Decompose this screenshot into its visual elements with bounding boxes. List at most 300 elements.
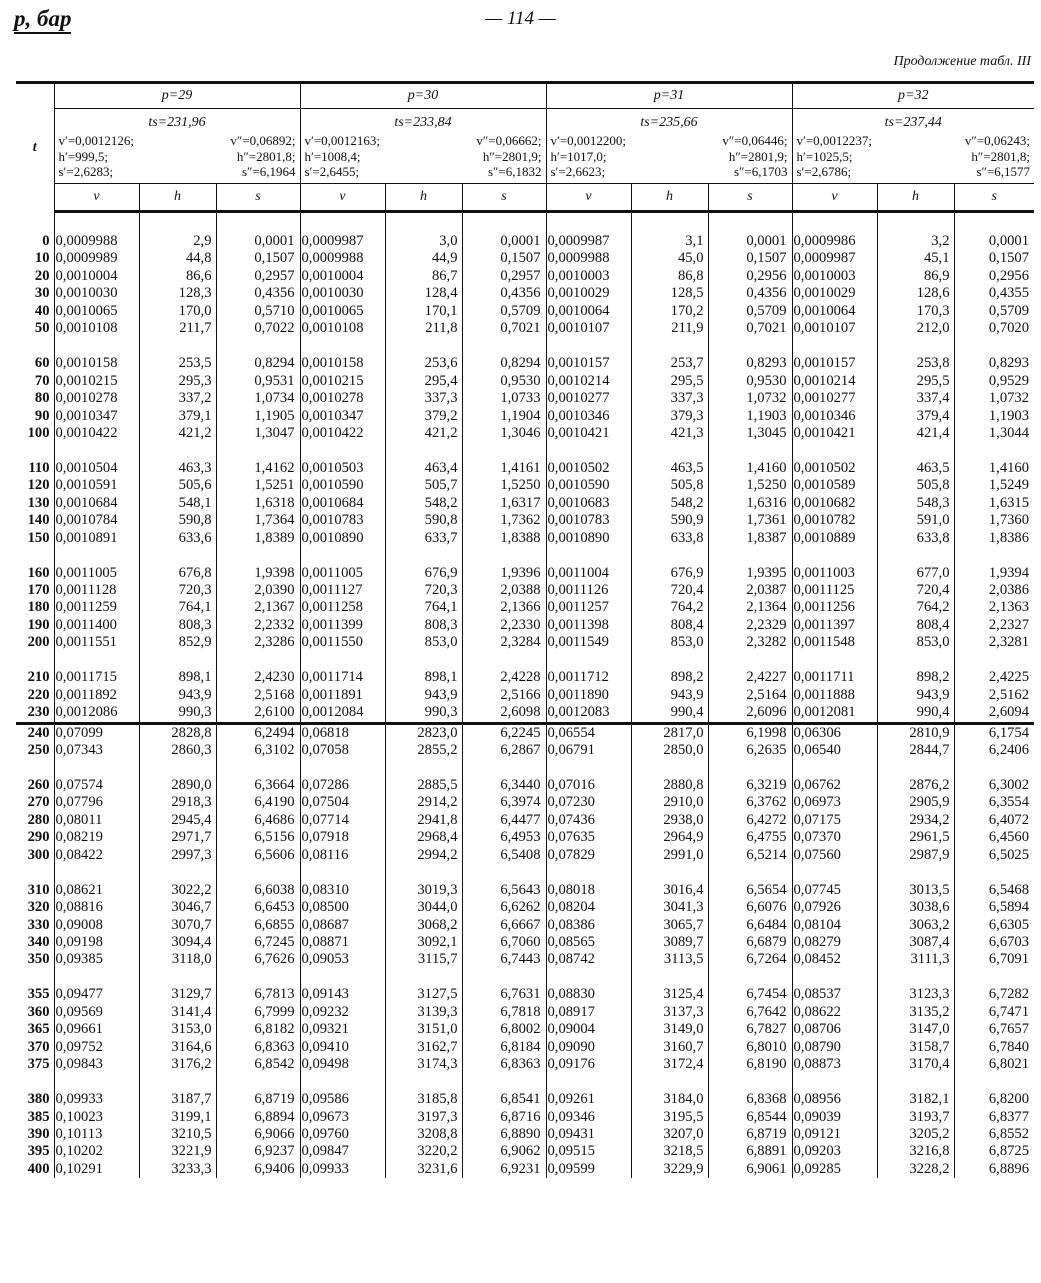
spacer-cell bbox=[16, 547, 54, 564]
specific-volume-cell: 0,09661 bbox=[54, 1021, 139, 1038]
saturation-temperature: ts=235,66 bbox=[546, 109, 792, 132]
specific-volume-cell: 0,0011400 bbox=[54, 617, 139, 634]
entropy-cell: 1,3046 bbox=[462, 425, 546, 442]
enthalpy-cell: 3127,5 bbox=[385, 986, 462, 1003]
specific-volume-cell: 0,0010889 bbox=[792, 530, 877, 547]
enthalpy-cell: 3135,2 bbox=[877, 1004, 954, 1021]
entropy-cell: 6,6703 bbox=[954, 934, 1034, 951]
saturation-property-line bbox=[59, 164, 296, 180]
entropy-cell: 0,1507 bbox=[216, 250, 300, 267]
specific-volume-cell: 0,0011890 bbox=[546, 687, 631, 704]
entropy-cell: 6,9406 bbox=[216, 1161, 300, 1178]
specific-volume-cell: 0,08116 bbox=[300, 847, 385, 864]
table-row bbox=[16, 951, 1034, 968]
table-row bbox=[16, 373, 1034, 390]
spacer-cell bbox=[139, 442, 216, 459]
specific-volume-cell: 0,0010591 bbox=[54, 477, 139, 494]
entropy-cell: 6,8363 bbox=[462, 1056, 546, 1073]
enthalpy-cell: 2885,5 bbox=[385, 777, 462, 794]
enthalpy-cell: 990,4 bbox=[631, 704, 708, 723]
specific-volume-cell: 0,06306 bbox=[792, 723, 877, 742]
table-row bbox=[16, 1126, 1034, 1143]
temperature-cell: 290 bbox=[27, 829, 50, 846]
spacer-cell bbox=[16, 969, 54, 986]
entropy-cell: 1,4161 bbox=[462, 460, 546, 477]
specific-volume-cell: 0,06973 bbox=[792, 794, 877, 811]
temperature-cell: 120 bbox=[27, 477, 50, 494]
saturation-temperature: ts=231,96 bbox=[54, 109, 300, 132]
saturation-liquid-value: s′=2,6283; bbox=[58, 164, 114, 179]
group-spacer bbox=[16, 969, 1034, 986]
pressure-header: p=30 bbox=[300, 83, 546, 109]
entropy-cell: 6,6855 bbox=[216, 917, 300, 934]
entropy-cell: 1,6318 bbox=[216, 495, 300, 512]
specific-volume-cell: 0,06791 bbox=[546, 742, 631, 759]
spacer-cell bbox=[792, 864, 877, 881]
enthalpy-cell: 2934,2 bbox=[877, 812, 954, 829]
spacer-cell bbox=[16, 652, 54, 669]
temperature-cell: 350 bbox=[27, 951, 50, 968]
entropy-cell: 6,6038 bbox=[216, 882, 300, 899]
enthalpy-cell: 295,4 bbox=[385, 373, 462, 390]
spacer-cell bbox=[385, 652, 462, 669]
entropy-cell: 0,1507 bbox=[708, 250, 792, 267]
specific-volume-cell: 0,09752 bbox=[54, 1039, 139, 1056]
table-row bbox=[16, 794, 1034, 811]
spacer-cell bbox=[462, 1074, 546, 1091]
specific-volume-cell: 0,0011128 bbox=[54, 582, 139, 599]
temperature-cell: 110 bbox=[28, 459, 50, 476]
table-row bbox=[16, 882, 1034, 899]
specific-volume-cell: 0,08622 bbox=[792, 1004, 877, 1021]
entropy-cell: 1,1903 bbox=[708, 408, 792, 425]
specific-volume-cell: 0,0011127 bbox=[300, 582, 385, 599]
specific-volume-cell: 0,07918 bbox=[300, 829, 385, 846]
steam-table bbox=[16, 81, 1034, 1178]
spacer-cell bbox=[877, 547, 954, 564]
specific-volume-cell: 0,10023 bbox=[54, 1109, 139, 1126]
enthalpy-cell: 720,4 bbox=[631, 582, 708, 599]
enthalpy-cell: 128,5 bbox=[631, 285, 708, 302]
enthalpy-cell: 3,2 bbox=[877, 233, 954, 250]
spacer-cell bbox=[954, 547, 1034, 564]
entropy-cell: 1,4160 bbox=[708, 460, 792, 477]
specific-volume-cell: 0,0011397 bbox=[792, 617, 877, 634]
specific-volume-cell: 0,07343 bbox=[54, 742, 139, 759]
entropy-cell: 6,8891 bbox=[708, 1143, 792, 1160]
enthalpy-cell: 764,1 bbox=[385, 599, 462, 616]
spacer-cell bbox=[300, 864, 385, 881]
temperature-cell: 280 bbox=[27, 811, 50, 828]
specific-volume-cell: 0,0010347 bbox=[300, 408, 385, 425]
column-header-s: s bbox=[216, 184, 300, 212]
entropy-cell: 6,2867 bbox=[462, 742, 546, 759]
enthalpy-cell: 45,1 bbox=[877, 250, 954, 267]
specific-volume-cell: 0,08687 bbox=[300, 917, 385, 934]
entropy-cell: 6,3219 bbox=[708, 777, 792, 794]
spacer-cell bbox=[300, 1074, 385, 1091]
specific-volume-cell: 0,0010157 bbox=[546, 355, 631, 372]
group-spacer bbox=[16, 760, 1034, 777]
entropy-cell: 6,8719 bbox=[216, 1091, 300, 1108]
spacer-cell bbox=[792, 442, 877, 459]
entropy-cell: 6,7471 bbox=[954, 1004, 1034, 1021]
specific-volume-cell: 0,09176 bbox=[546, 1056, 631, 1073]
specific-volume-cell: 0,0011891 bbox=[300, 687, 385, 704]
enthalpy-cell: 3089,7 bbox=[631, 934, 708, 951]
entropy-cell: 0,0001 bbox=[954, 233, 1034, 250]
table-row bbox=[16, 669, 1034, 686]
spacer-cell bbox=[954, 969, 1034, 986]
entropy-cell: 6,7631 bbox=[462, 986, 546, 1003]
enthalpy-cell: 170,2 bbox=[631, 303, 708, 320]
specific-volume-cell: 0,08279 bbox=[792, 934, 877, 951]
saturation-liquid-value: h′=1008,4; bbox=[304, 148, 361, 164]
enthalpy-cell: 898,1 bbox=[385, 669, 462, 686]
spacer-cell bbox=[954, 442, 1034, 459]
entropy-cell: 0,5710 bbox=[216, 303, 300, 320]
specific-volume-cell: 0,08310 bbox=[300, 882, 385, 899]
spacer-cell bbox=[546, 338, 631, 355]
specific-volume-cell: 0,0012084 bbox=[300, 704, 385, 723]
column-header-s: s bbox=[708, 184, 792, 212]
enthalpy-cell: 3149,0 bbox=[631, 1021, 708, 1038]
entropy-cell: 2,2330 bbox=[462, 617, 546, 634]
enthalpy-cell: 379,2 bbox=[385, 408, 462, 425]
specific-volume-cell: 0,0010029 bbox=[546, 285, 631, 302]
entropy-cell: 2,1363 bbox=[954, 599, 1034, 616]
enthalpy-cell: 764,2 bbox=[877, 599, 954, 616]
entropy-cell: 1,4160 bbox=[954, 460, 1034, 477]
spacer-cell bbox=[16, 1074, 54, 1091]
specific-volume-cell: 0,0011126 bbox=[546, 582, 631, 599]
temperature-cell: 260 bbox=[27, 776, 50, 793]
entropy-cell: 6,8541 bbox=[462, 1091, 546, 1108]
table-row bbox=[16, 812, 1034, 829]
column-header-v: v bbox=[546, 184, 631, 212]
entropy-cell: 6,5643 bbox=[462, 882, 546, 899]
specific-volume-cell: 0,07016 bbox=[546, 777, 631, 794]
specific-volume-cell: 0,09232 bbox=[300, 1004, 385, 1021]
entropy-cell: 6,3762 bbox=[708, 794, 792, 811]
enthalpy-cell: 3115,7 bbox=[385, 951, 462, 968]
temperature-cell: 20 bbox=[34, 267, 50, 284]
temperature-cell: 250 bbox=[27, 742, 50, 759]
entropy-cell: 1,8389 bbox=[216, 530, 300, 547]
enthalpy-cell: 3228,2 bbox=[877, 1161, 954, 1178]
spacer-cell bbox=[792, 1074, 877, 1091]
spacer-cell bbox=[216, 338, 300, 355]
enthalpy-cell: 3162,7 bbox=[385, 1039, 462, 1056]
entropy-cell: 6,8368 bbox=[708, 1091, 792, 1108]
specific-volume-cell: 0,07230 bbox=[546, 794, 631, 811]
specific-volume-cell: 0,0010683 bbox=[546, 495, 631, 512]
saturation-vapor-value: h″=2801,8; bbox=[236, 148, 296, 164]
entropy-cell: 6,4272 bbox=[708, 812, 792, 829]
specific-volume-cell: 0,08790 bbox=[792, 1039, 877, 1056]
specific-volume-cell: 0,06540 bbox=[792, 742, 877, 759]
enthalpy-cell: 633,8 bbox=[631, 530, 708, 547]
saturation-properties bbox=[54, 131, 300, 184]
specific-volume-cell: 0,0012081 bbox=[792, 704, 877, 723]
entropy-cell: 1,1905 bbox=[216, 408, 300, 425]
enthalpy-cell: 3185,8 bbox=[385, 1091, 462, 1108]
saturation-vapor-value: s″=6,1964 bbox=[241, 164, 296, 179]
entropy-cell: 6,7813 bbox=[216, 986, 300, 1003]
saturation-vapor-value: s″=6,1577 bbox=[976, 164, 1031, 179]
specific-volume-cell: 0,0011548 bbox=[792, 634, 877, 651]
enthalpy-cell: 2994,2 bbox=[385, 847, 462, 864]
spacer-cell bbox=[954, 864, 1034, 881]
specific-volume-cell: 0,08816 bbox=[54, 899, 139, 916]
entropy-cell: 6,7818 bbox=[462, 1004, 546, 1021]
specific-volume-cell: 0,0009986 bbox=[792, 233, 877, 250]
temperature-cell: 210 bbox=[27, 669, 50, 686]
entropy-cell: 6,5654 bbox=[708, 882, 792, 899]
enthalpy-cell: 2905,9 bbox=[877, 794, 954, 811]
spacer-cell bbox=[877, 1074, 954, 1091]
entropy-cell: 6,3440 bbox=[462, 777, 546, 794]
specific-volume-cell: 0,0010215 bbox=[54, 373, 139, 390]
specific-volume-cell: 0,0011398 bbox=[546, 617, 631, 634]
enthalpy-cell: 379,3 bbox=[631, 408, 708, 425]
enthalpy-cell: 337,2 bbox=[139, 390, 216, 407]
specific-volume-cell: 0,0010065 bbox=[300, 303, 385, 320]
table-row bbox=[16, 390, 1034, 407]
spacer-cell bbox=[792, 212, 877, 234]
entropy-cell: 0,4355 bbox=[954, 285, 1034, 302]
table-row bbox=[16, 495, 1034, 512]
specific-volume-cell: 0,0011550 bbox=[300, 634, 385, 651]
entropy-cell: 6,9237 bbox=[216, 1143, 300, 1160]
saturation-property-line bbox=[551, 164, 788, 180]
enthalpy-cell: 421,2 bbox=[139, 425, 216, 442]
spacer-cell bbox=[631, 969, 708, 986]
specific-volume-cell: 0,0010003 bbox=[546, 268, 631, 285]
specific-volume-cell: 0,0010004 bbox=[300, 268, 385, 285]
entropy-cell: 6,8896 bbox=[954, 1161, 1034, 1178]
specific-volume-cell: 0,09933 bbox=[54, 1091, 139, 1108]
enthalpy-cell: 3046,7 bbox=[139, 899, 216, 916]
enthalpy-cell: 253,7 bbox=[631, 355, 708, 372]
entropy-cell: 1,6316 bbox=[708, 495, 792, 512]
specific-volume-cell: 0,09346 bbox=[546, 1109, 631, 1126]
spacer-cell bbox=[462, 442, 546, 459]
enthalpy-cell: 2987,9 bbox=[877, 847, 954, 864]
entropy-cell: 2,4225 bbox=[954, 669, 1034, 686]
enthalpy-cell: 720,4 bbox=[877, 582, 954, 599]
spacer-cell bbox=[385, 338, 462, 355]
specific-volume-cell: 0,0011551 bbox=[54, 634, 139, 651]
enthalpy-cell: 3092,1 bbox=[385, 934, 462, 951]
enthalpy-cell: 86,8 bbox=[631, 268, 708, 285]
enthalpy-cell: 3170,4 bbox=[877, 1056, 954, 1073]
specific-volume-cell: 0,0010346 bbox=[792, 408, 877, 425]
enthalpy-cell: 3220,2 bbox=[385, 1143, 462, 1160]
entropy-cell: 6,8716 bbox=[462, 1109, 546, 1126]
saturation-vapor-value: v″=0,06892; bbox=[230, 133, 296, 148]
column-header-h: h bbox=[631, 184, 708, 212]
enthalpy-cell: 853,0 bbox=[385, 634, 462, 651]
enthalpy-cell: 44,8 bbox=[139, 250, 216, 267]
specific-volume-cell: 0,09515 bbox=[546, 1143, 631, 1160]
entropy-cell: 0,5709 bbox=[954, 303, 1034, 320]
entropy-cell: 0,2957 bbox=[216, 268, 300, 285]
specific-volume-cell: 0,08917 bbox=[546, 1004, 631, 1021]
entropy-cell: 2,6094 bbox=[954, 704, 1034, 723]
temperature-cell: 230 bbox=[16, 704, 54, 723]
specific-volume-cell: 0,0010277 bbox=[546, 390, 631, 407]
specific-volume-cell: 0,0010278 bbox=[300, 390, 385, 407]
saturation-property-line bbox=[305, 149, 542, 165]
entropy-cell: 6,9062 bbox=[462, 1143, 546, 1160]
enthalpy-cell: 45,0 bbox=[631, 250, 708, 267]
entropy-cell: 0,9531 bbox=[216, 373, 300, 390]
entropy-cell: 0,1507 bbox=[462, 250, 546, 267]
entropy-cell: 6,8725 bbox=[954, 1143, 1034, 1160]
spacer-cell bbox=[877, 338, 954, 355]
entropy-cell: 1,9395 bbox=[708, 565, 792, 582]
specific-volume-cell: 0,0011712 bbox=[546, 669, 631, 686]
table-row bbox=[16, 250, 1034, 267]
entropy-cell: 2,5162 bbox=[954, 687, 1034, 704]
table-continuation-note: Продолжение табл. III bbox=[893, 54, 1031, 69]
entropy-cell: 2,6098 bbox=[462, 704, 546, 723]
specific-volume-cell: 0,08621 bbox=[54, 882, 139, 899]
column-header-s: s bbox=[954, 184, 1034, 212]
specific-volume-cell: 0,07099 bbox=[54, 723, 139, 742]
entropy-cell: 0,9530 bbox=[462, 373, 546, 390]
spacer-cell bbox=[877, 212, 954, 234]
spacer-cell bbox=[877, 760, 954, 777]
enthalpy-cell: 3158,7 bbox=[877, 1039, 954, 1056]
table-row bbox=[16, 723, 1034, 742]
enthalpy-cell: 337,3 bbox=[631, 390, 708, 407]
column-header-v: v bbox=[54, 184, 139, 212]
spacer-cell bbox=[708, 1074, 792, 1091]
specific-volume-cell: 0,0010783 bbox=[546, 512, 631, 529]
spacer-cell bbox=[546, 652, 631, 669]
entropy-cell: 6,9061 bbox=[708, 1161, 792, 1178]
temperature-cell: 80 bbox=[34, 390, 50, 407]
entropy-cell: 0,8294 bbox=[462, 355, 546, 372]
enthalpy-cell: 3195,5 bbox=[631, 1109, 708, 1126]
spacer-cell bbox=[954, 760, 1034, 777]
entropy-cell: 6,4560 bbox=[954, 829, 1034, 846]
enthalpy-cell: 295,5 bbox=[631, 373, 708, 390]
specific-volume-cell: 0,0010891 bbox=[54, 530, 139, 547]
entropy-cell: 6,7657 bbox=[954, 1021, 1034, 1038]
entropy-cell: 6,7264 bbox=[708, 951, 792, 968]
specific-volume-cell: 0,06554 bbox=[546, 723, 631, 742]
enthalpy-cell: 2914,2 bbox=[385, 794, 462, 811]
specific-volume-cell: 0,09410 bbox=[300, 1039, 385, 1056]
specific-volume-cell: 0,08011 bbox=[54, 812, 139, 829]
enthalpy-cell: 808,4 bbox=[631, 617, 708, 634]
specific-volume-cell: 0,09008 bbox=[54, 917, 139, 934]
spacer-cell bbox=[546, 969, 631, 986]
entropy-cell: 2,0390 bbox=[216, 582, 300, 599]
saturation-property-line bbox=[59, 133, 296, 149]
saturation-liquid-value: h′=1025,5; bbox=[796, 148, 853, 164]
saturation-property-line bbox=[551, 149, 788, 165]
specific-volume-cell: 0,09090 bbox=[546, 1039, 631, 1056]
spacer-cell bbox=[54, 338, 139, 355]
specific-volume-cell: 0,09385 bbox=[54, 951, 139, 968]
saturation-liquid-value: h′=1017,0; bbox=[550, 148, 607, 164]
spacer-cell bbox=[954, 338, 1034, 355]
entropy-cell: 6,7282 bbox=[954, 986, 1034, 1003]
entropy-cell: 6,2635 bbox=[708, 742, 792, 759]
saturation-liquid-value: v′=0,0012126; bbox=[58, 133, 135, 148]
pressure-header: p=29 bbox=[54, 83, 300, 109]
specific-volume-cell: 0,0009987 bbox=[792, 250, 877, 267]
enthalpy-cell: 853,0 bbox=[631, 634, 708, 651]
entropy-cell: 6,4477 bbox=[462, 812, 546, 829]
enthalpy-cell: 3216,8 bbox=[877, 1143, 954, 1160]
entropy-cell: 6,4190 bbox=[216, 794, 300, 811]
enthalpy-cell: 3113,5 bbox=[631, 951, 708, 968]
enthalpy-cell: 3153,0 bbox=[139, 1021, 216, 1038]
entropy-cell: 0,9529 bbox=[954, 373, 1034, 390]
entropy-cell: 0,9530 bbox=[708, 373, 792, 390]
spacer-cell bbox=[708, 212, 792, 234]
temperature-cell: 355 bbox=[27, 986, 50, 1003]
entropy-cell: 6,8190 bbox=[708, 1056, 792, 1073]
spacer-cell bbox=[792, 760, 877, 777]
specific-volume-cell: 0,09321 bbox=[300, 1021, 385, 1038]
specific-volume-cell: 0,0010783 bbox=[300, 512, 385, 529]
entropy-cell: 1,7361 bbox=[708, 512, 792, 529]
temperature-cell: 140 bbox=[27, 512, 50, 529]
specific-volume-cell: 0,0011892 bbox=[54, 687, 139, 704]
column-header-s: s bbox=[462, 184, 546, 212]
enthalpy-cell: 764,2 bbox=[631, 599, 708, 616]
spacer-cell bbox=[385, 442, 462, 459]
enthalpy-cell: 677,0 bbox=[877, 565, 954, 582]
table-row bbox=[16, 777, 1034, 794]
pressure-unit-label: p, бар bbox=[14, 6, 71, 34]
temperature-cell: 370 bbox=[27, 1038, 50, 1055]
enthalpy-cell: 990,4 bbox=[877, 704, 954, 723]
enthalpy-cell: 295,3 bbox=[139, 373, 216, 390]
specific-volume-cell: 0,09053 bbox=[300, 951, 385, 968]
specific-volume-cell: 0,0010684 bbox=[300, 495, 385, 512]
enthalpy-cell: 211,8 bbox=[385, 320, 462, 337]
saturation-liquid-value: v′=0,0012163; bbox=[304, 133, 381, 148]
spacer-cell bbox=[631, 212, 708, 234]
temperature-cell: 40 bbox=[34, 302, 50, 319]
specific-volume-cell: 0,0010278 bbox=[54, 390, 139, 407]
entropy-cell: 1,8388 bbox=[462, 530, 546, 547]
specific-volume-cell: 0,10202 bbox=[54, 1143, 139, 1160]
spacer-cell bbox=[954, 1074, 1034, 1091]
enthalpy-cell: 591,0 bbox=[877, 512, 954, 529]
specific-volume-cell: 0,08386 bbox=[546, 917, 631, 934]
enthalpy-cell: 3111,3 bbox=[877, 951, 954, 968]
entropy-cell: 6,6453 bbox=[216, 899, 300, 916]
specific-volume-cell: 0,10291 bbox=[54, 1161, 139, 1178]
entropy-cell: 0,8293 bbox=[954, 355, 1034, 372]
specific-volume-cell: 0,09039 bbox=[792, 1109, 877, 1126]
specific-volume-cell: 0,09285 bbox=[792, 1161, 877, 1178]
enthalpy-cell: 128,6 bbox=[877, 285, 954, 302]
specific-volume-cell: 0,0010108 bbox=[300, 320, 385, 337]
spacer-cell bbox=[16, 212, 54, 234]
specific-volume-cell: 0,09673 bbox=[300, 1109, 385, 1126]
entropy-cell: 1,0732 bbox=[954, 390, 1034, 407]
enthalpy-cell: 943,9 bbox=[631, 687, 708, 704]
